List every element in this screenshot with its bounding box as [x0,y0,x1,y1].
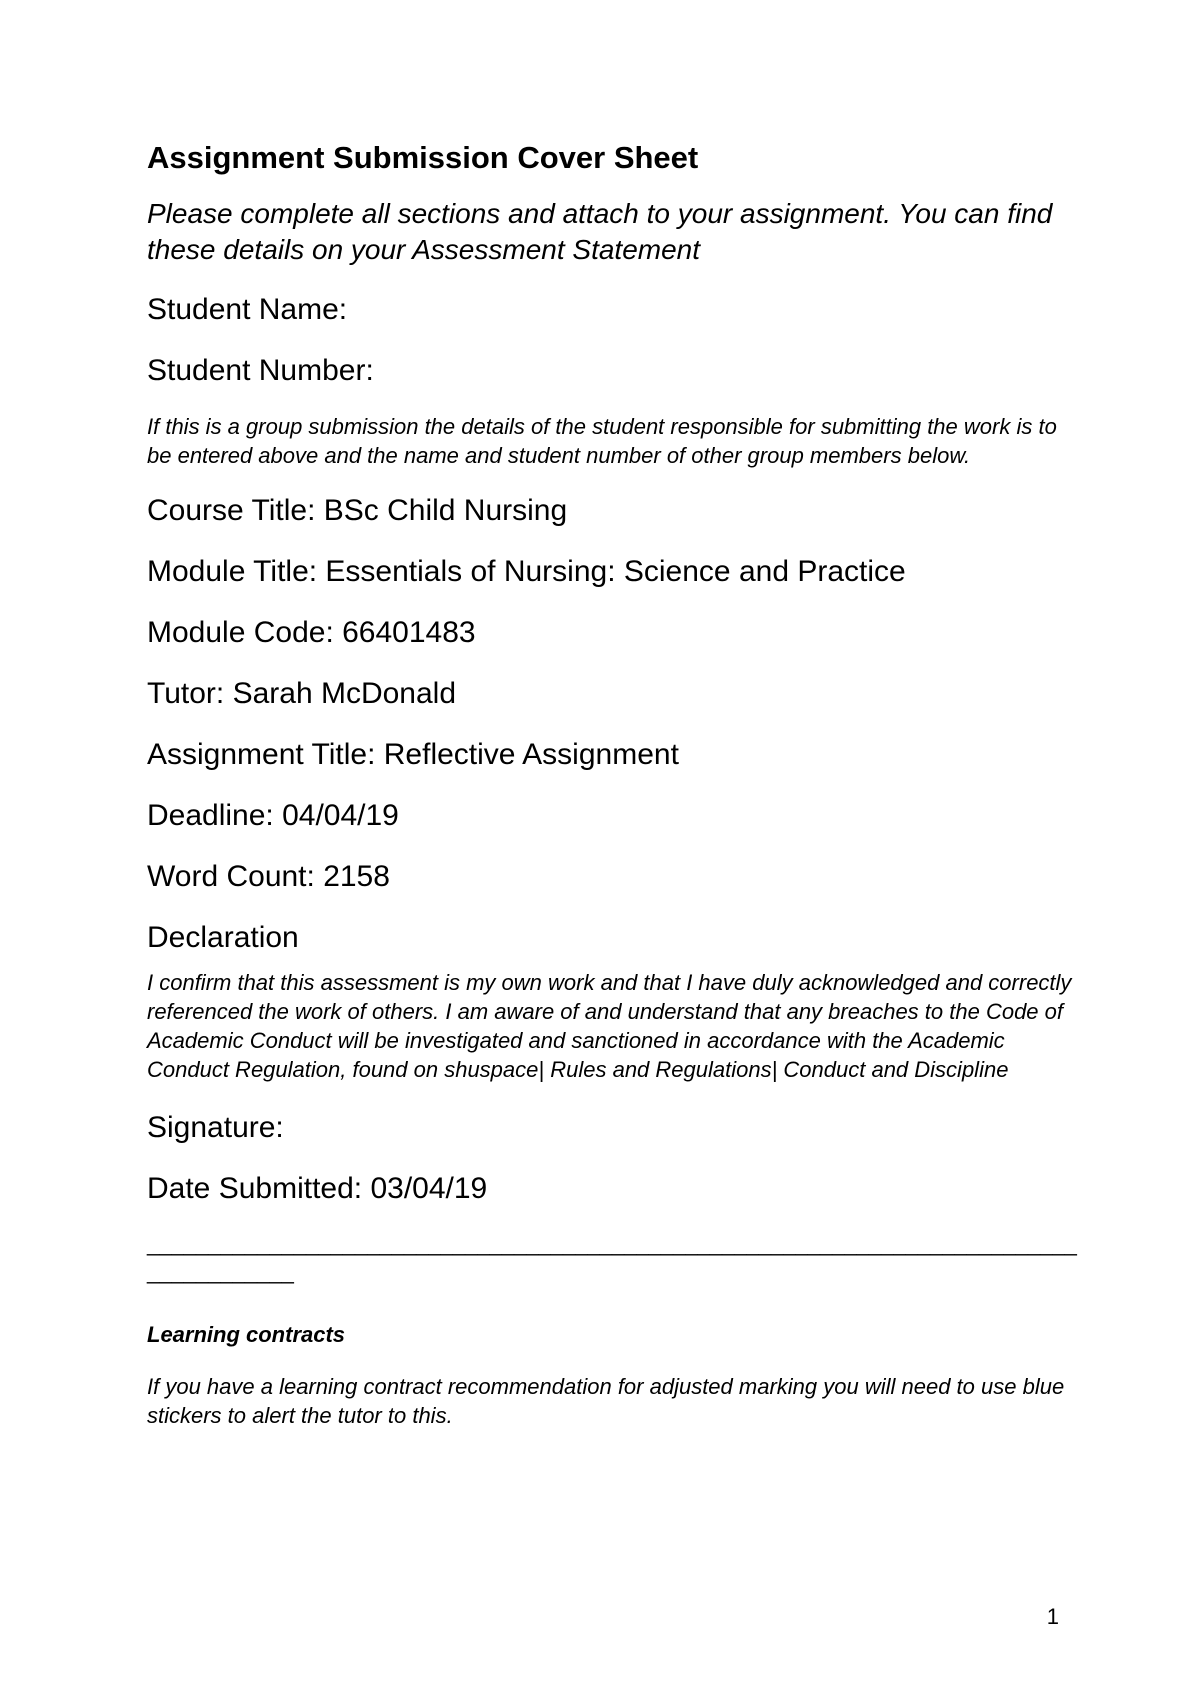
learning-contracts-heading: Learning contracts [147,1322,346,1347]
deadline: Deadline: 04/04/19 [147,799,399,832]
separator-line: ________________________________________________________________________________________ [147,1231,1077,1284]
intro-instructions: Please complete all sections and attach to your assignment. You can find these details on your Assessment Statement [147,198,1053,265]
group-submission-note: If this is a group submission the details of the student responsible for submitting the work is to be entered above and the name and student number of other group members below. [147,414,1057,468]
module-title: Module Title: Essentials of Nursing: Science and Practice [147,555,906,588]
course-title: Course Title: BSc Child Nursing [147,494,568,527]
module-code: Module Code: 66401483 [147,616,476,649]
page-title: Assignment Submission Cover Sheet [147,140,699,175]
assignment-title: Assignment Title: Reflective Assignment [147,738,679,771]
signature-label: Signature: [147,1111,284,1144]
word-count: Word Count: 2158 [147,860,390,893]
student-number-label: Student Number: [147,354,374,387]
tutor: Tutor: Sarah McDonald [147,677,457,710]
learning-contracts-text: If you have a learning contract recommendation for adjusted marking you will need to use blue stickers to alert the tutor to this. [147,1374,1065,1428]
declaration-text: I confirm that this assessment is my own work and that I have duly acknowledged and correctly referenced the work of others. I am aware of and understand that any breaches to the Code of Academic Conduct will be investigated and sanctioned in accordance with the Academic Conduct Regulation, found on shuspace| Rules and Regulations| Conduct and Discipline [147,970,1072,1082]
document-content [147,138,1077,1430]
declaration-heading: Declaration [147,921,299,954]
page-number: 1 [1046,1604,1059,1629]
date-submitted: Date Submitted: 03/04/19 [147,1172,488,1205]
student-name-label: Student Name: [147,293,348,326]
